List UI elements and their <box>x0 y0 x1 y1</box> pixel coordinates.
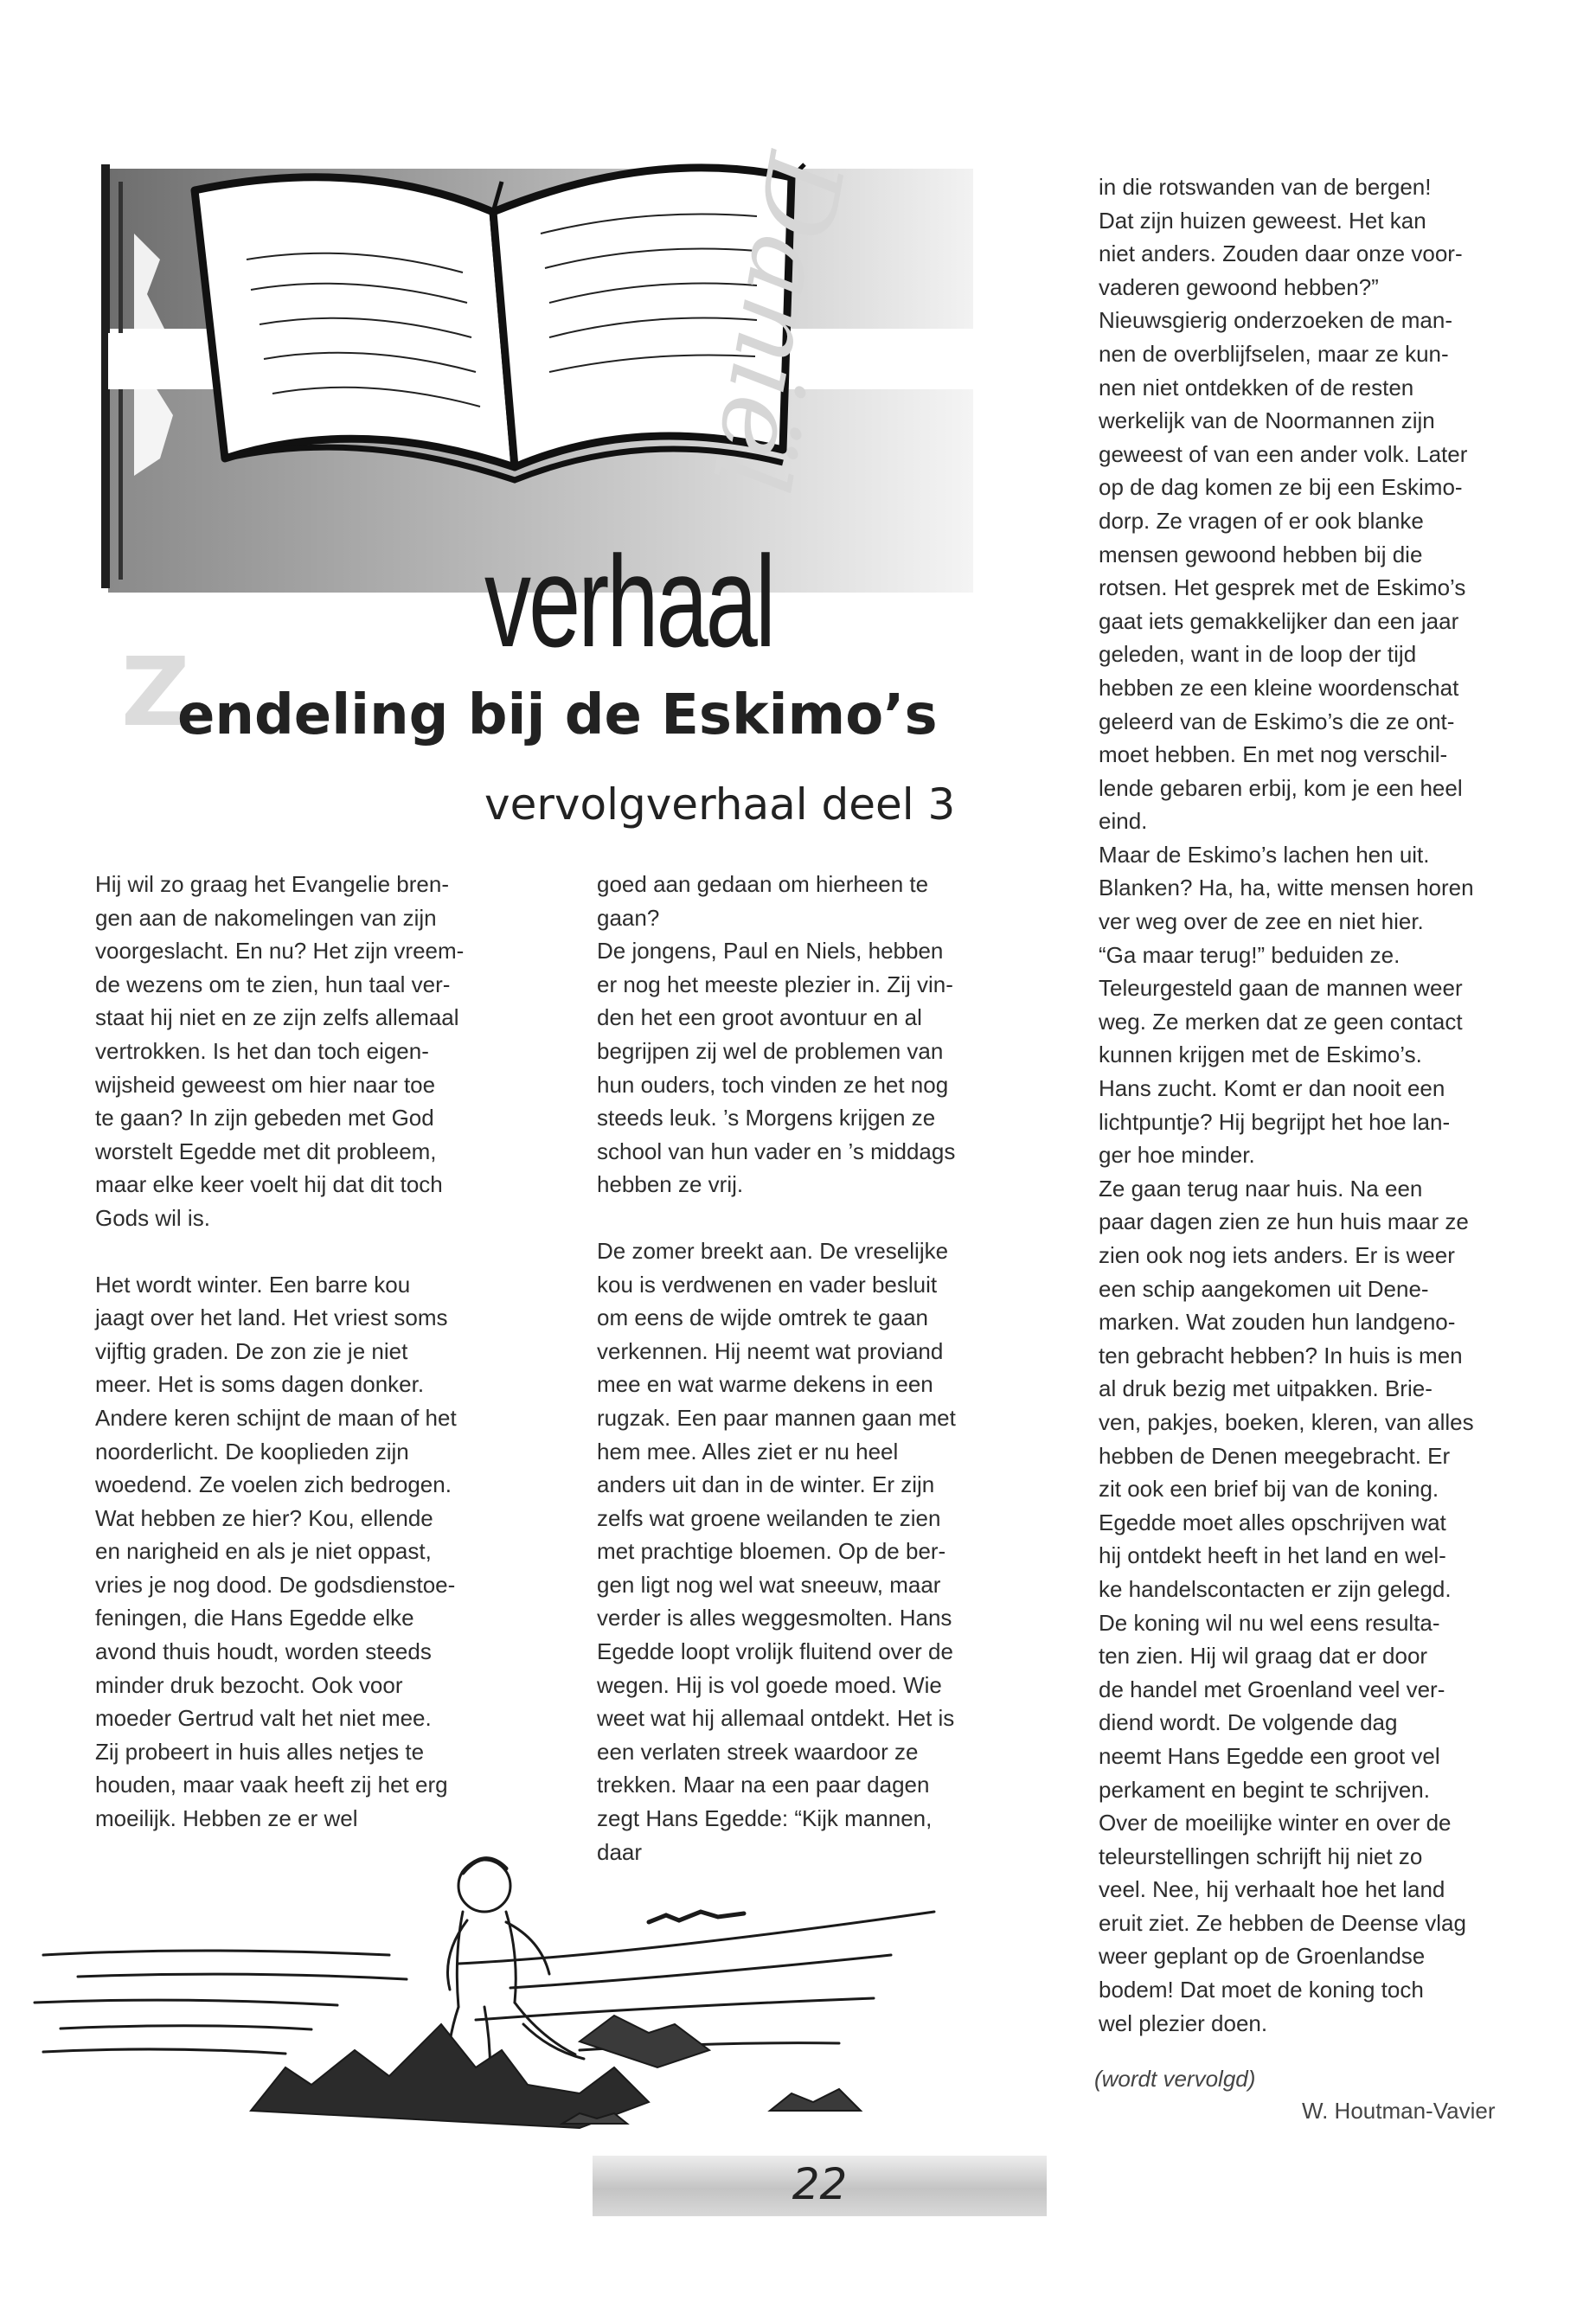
author-credit: W. Houtman-Vavier <box>1302 2098 1496 2124</box>
title-drop-initial: Z <box>121 637 190 747</box>
article-title: endeling bij de Eskimo’s <box>177 683 938 747</box>
text-column-1 <box>95 868 562 1836</box>
boy-on-rocks-illustration <box>26 1825 977 2154</box>
side-name-watermark: Daniël <box>687 144 865 501</box>
text-column-3 <box>1099 170 1566 2040</box>
header-banner <box>99 130 1016 674</box>
paragraph: Het wordt winter. Een barre kou jaagt over het land. Het vriest soms vijftig graden. De zon zie je niet meer. Het is soms dagen donker. Andere keren schijnt de maan of het noorderlicht. De kooplieden zijn woedend. Ze voelen zich bedrogen. Wat hebben ze hier? Kou, ellende en narigheid en als je niet oppast, vries je nog dood. De godsdienstoe- feningen, die Hans Egedde elke avond thuis houdt, worden steeds minder druk bezocht. Ook voor moeder Gertrud valt het niet mee. Zij probeert in huis alles netjes te houden, maar vaak heeft zij het erg moeilijk. Hebben ze er wel <box>95 1271 457 1832</box>
paragraph: Hij wil zo graag het Evangelie bren- gen aan de nakomelingen van zijn voorgeslacht. En nu? Het zijn vreem- de wezens om te zien, hun taal ver- staat hij niet en ze zijn zelfs allemaal vertrokken. Is het dan toch eigen- wijsheid geweest om hier naar toe te gaan? In zijn gebeden met God worstelt Egedde met dit probleem, maar elke keer voelt hij dat dit toch Gods wil is. <box>95 871 465 1231</box>
page-number-bar <box>593 2156 1047 2216</box>
section-word: verhaal <box>484 529 774 674</box>
paragraph: De zomer breekt aan. De vreselijke kou is verdwenen en vader besluit om eens de wijde omtrek te gaan verkennen. Hij neemt wat proviand mee en wat warme dekens in een rugzak. Een paar mannen gaan met hem mee. Alles ziet er nu heel anders uit dan in de winter. Er zijn zelfs wat groene weilanden te zien met prachtige bloemen. Op de ber- gen ligt nog wel wat sneeuw, maar verder is alles weggesmolten. Hans Egedde loopt vrolijk fluitend over de wegen. Hij is vol goede moed. Wie weet wat hij allemaal ontdekt. Het is een verlaten streek waardoor ze trekken. Maar na een paar dagen zegt Hans Egedde: “Kijk mannen, daar <box>597 1237 956 1865</box>
to-be-continued-note: (wordt vervolgd) <box>1094 2066 1256 2092</box>
article-subtitle: vervolgverhaal deel 3 <box>484 779 956 830</box>
page-number: 22 <box>792 2159 848 2209</box>
text-column-2 <box>597 868 1064 1868</box>
paragraph: in die rotswanden van de bergen! Dat zijn huizen geweest. Het kan niet anders. Zouden daar onze voor- vaderen gewoond hebben?” Nieuwsgierig onderzoeken de man- nen de overblijfselen, maar ze kun- nen niet ontdekken of de resten werkelijk van de Noormannen zijn geweest of van een ander volk. Later op de dag komen ze bij een Eskimo- dorp. Ze vragen of er ook blanke mensen gewoond hebben bij die rotsen. Het gesprek met de Eskimo’s gaat iets gemakkelijker dan een jaar geleden, want in de loop der tijd hebben ze een kleine woordenschat geleerd van de Eskimo’s die ze ont- moet hebben. En met nog verschil- lende gebaren erbij, kom je een heel eind. Maar de Eskimo’s lachen hen uit. Blanken? Ha, ha, witte mensen horen ver weg over de zee en niet hier. “Ga maar terug!” beduiden ze. Teleurgesteld gaan de mannen weer weg. Ze merken dat ze geen contact kunnen krijgen met de Eskimo’s. Hans zucht. Komt er dan nooit een lichtpuntje? Hij begrijpt het hoe lan- ger hoe minder. Ze gaan terug naar huis. Na een paar dagen zien ze hun huis maar ze zien ook nog iets anders. Er is weer een schip aangekomen uit Dene- marken. Wat zouden hun landgeno- ten gebracht hebben? In huis is men al druk bezig met uitpakken. Brie- ven, pakjes, boeken, kleren, van alles hebben de Denen meegebracht. Er zit ook een brief bij van de koning. Egedde moet alles opschrijven wat hij ontdekt heeft in het land en wel- ke handelscontacten er zijn gelegd. De koning wil nu wel eens resulta- ten zien. Hij wil graag dat er door de handel met Groenland veel ver- diend wordt. De volgende dag neemt Hans Egedde een groot vel perkament en begint te schrijven. Over de moeilijke winter en over de teleurstellingen schrijft hij niet zo veel. Nee, hij verhaalt hoe het land eruit ziet. Ze hebben de Deense vlag weer geplant op de Groenlandse bodem! Dat moet de koning toch wel plezier doen. <box>1099 174 1474 2036</box>
paragraph: goed aan gedaan om hierheen te gaan? De jongens, Paul en Niels, hebben er nog het meeste plezier in. Zij vin- den het een groot avontuur en al begrijpen zij wel de problemen van hun ouders, toch vinden ze het nog steeds leuk. ’s Morgens krijgen ze school van hun vader en ’s middags hebben ze vrij. <box>597 871 956 1198</box>
